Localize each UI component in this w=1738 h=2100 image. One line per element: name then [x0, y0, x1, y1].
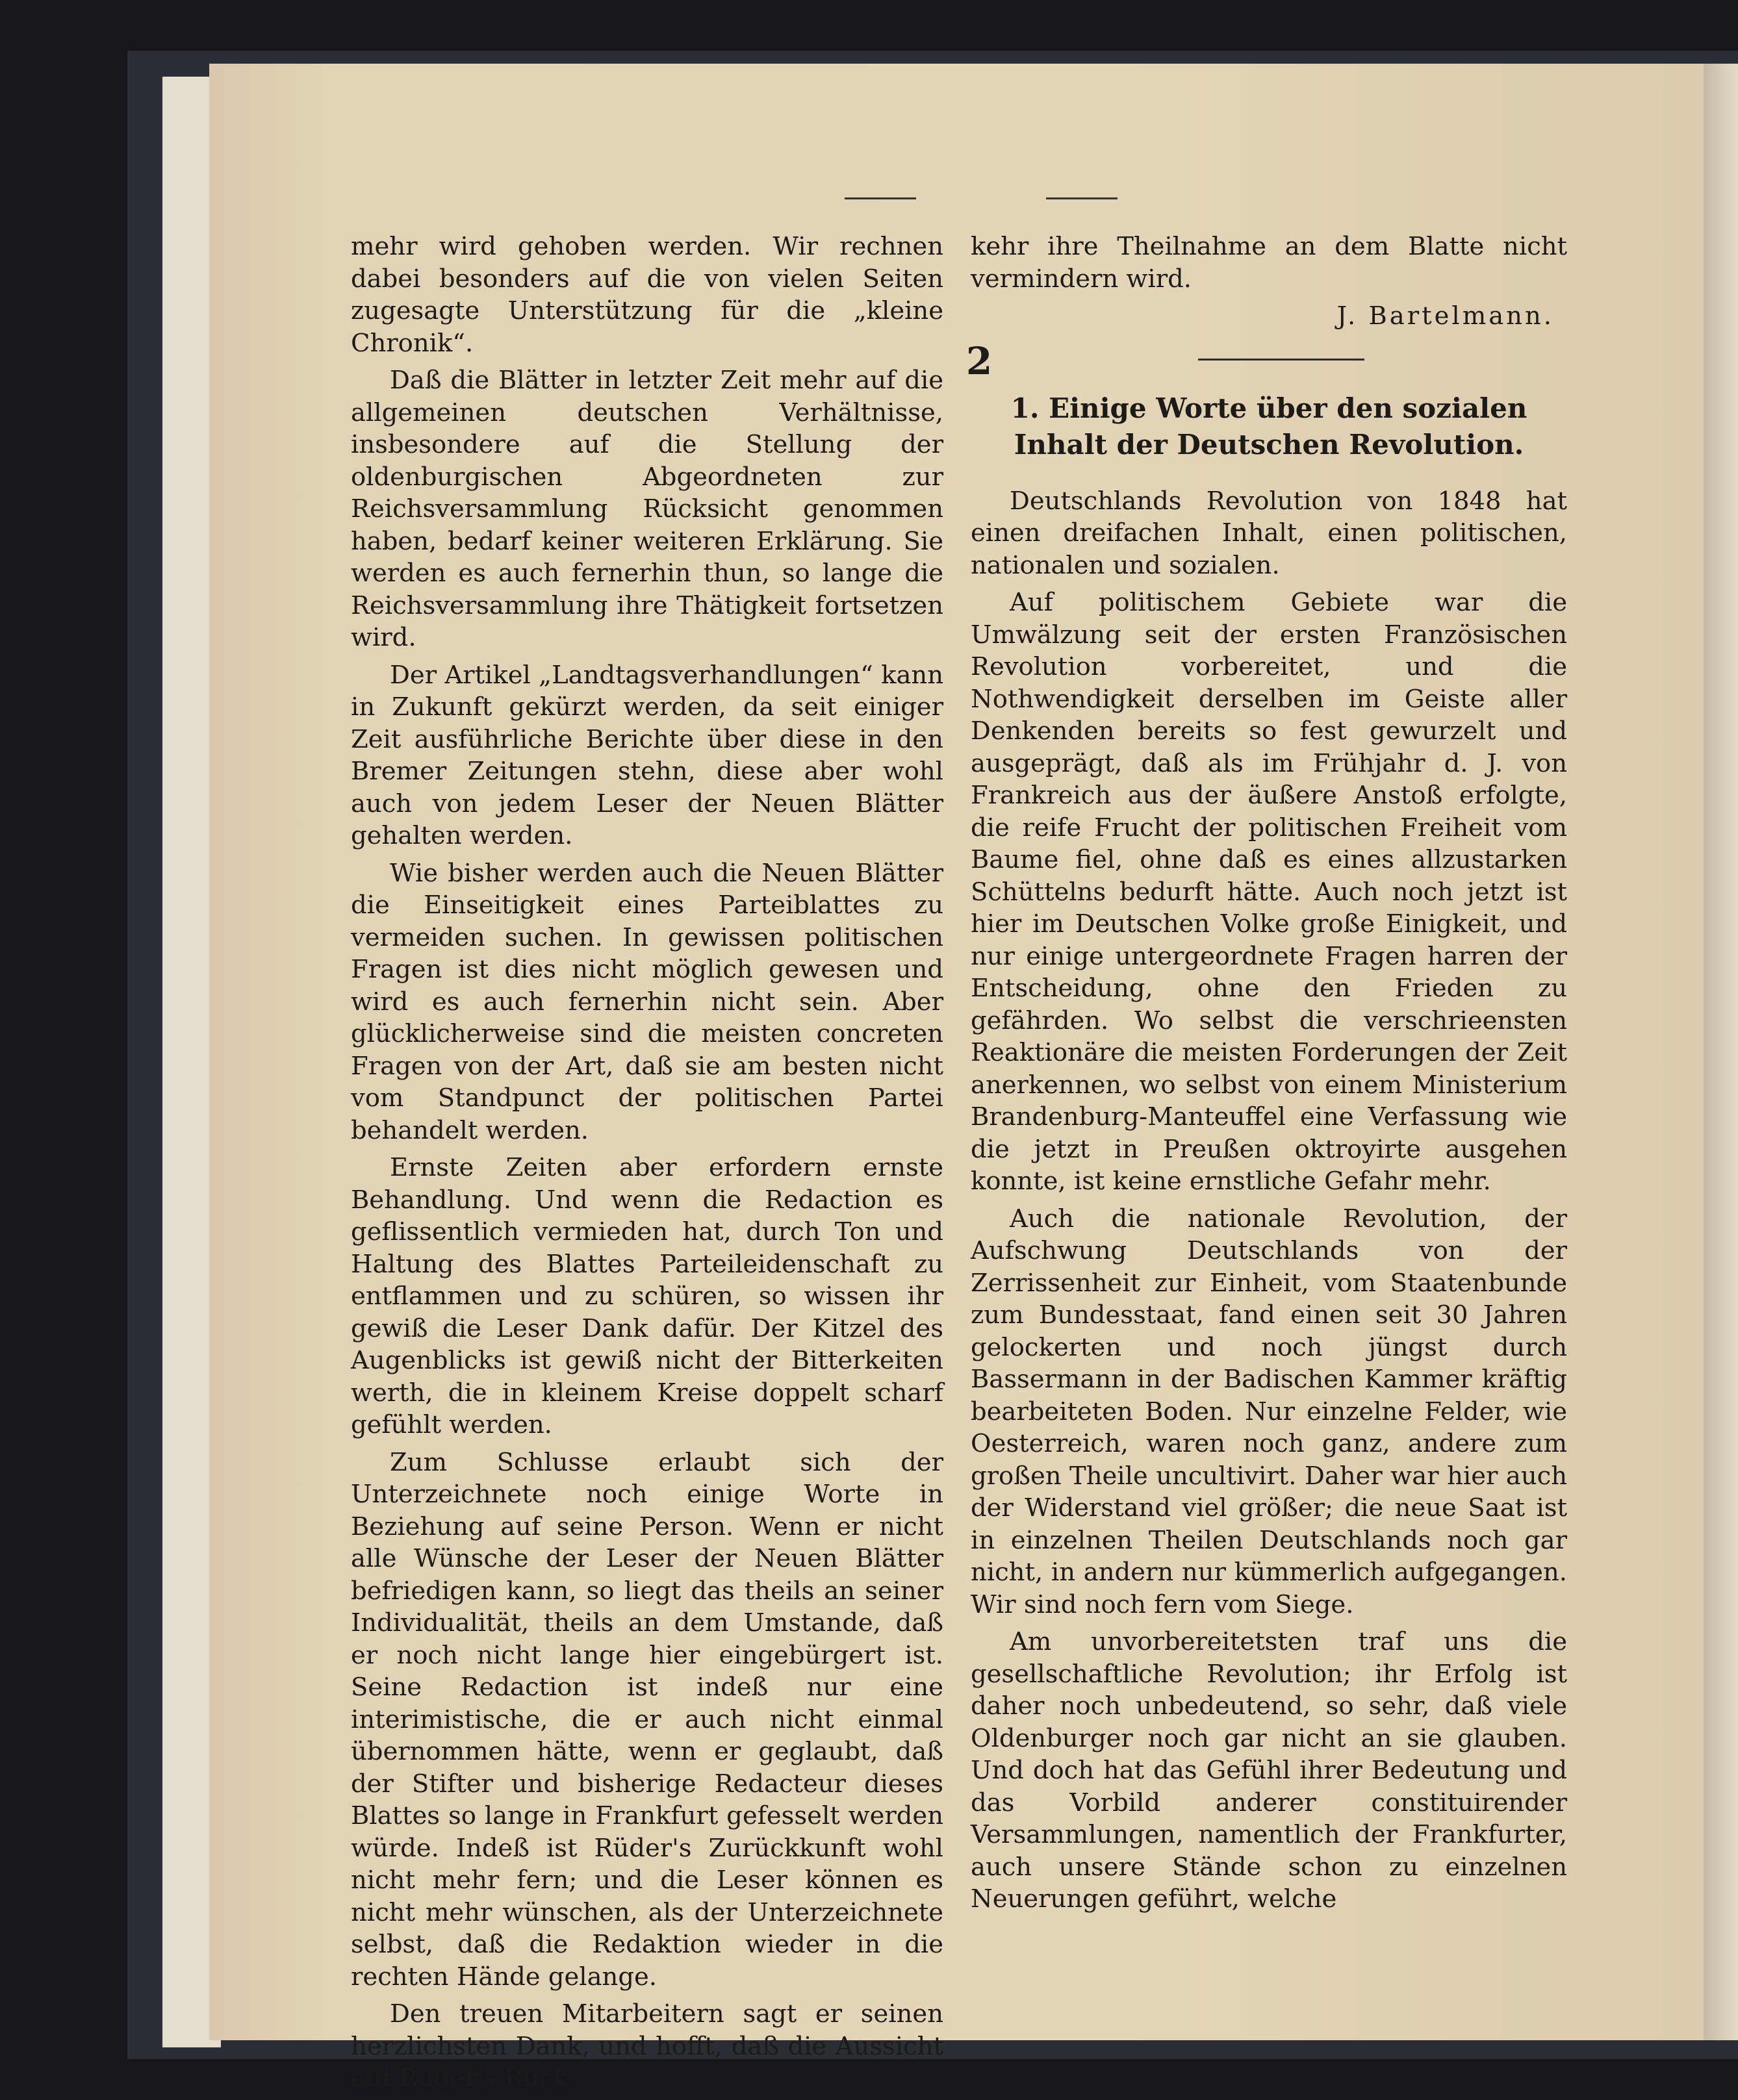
paragraph: Deutschlands Revolution von 1848 hat einen dreifachen Inhalt, einen politischen, nationalen und sozialen.	[971, 486, 1567, 580]
paragraph: Ernste Zeiten aber erfordern ernste Behandlung. Und wenn die Redaction es geflissentlich vermieden hat, durch Ton und Haltung des Blattes Parteileidenschaft zu entflammen und zu schüren, so wissen ihr gewiß die Leser Dank dafür. Der Kitzel des Augenblicks ist gewiß nicht der Bitterkeiten werth, die in kleinem Kreise doppelt scharf gefühlt werden.	[351, 1153, 943, 1439]
paragraph: mehr wird gehoben werden. Wir rechnen dabei besonders auf die von vielen Seiten zugesagte Unterstützung für die „kleine Chronik“.	[351, 232, 943, 358]
paragraph: Daß die Blätter in letzter Zeit mehr auf die allgemeinen deutschen Verhältnisse, insbesondere auf die Stellung der oldenburgischen Abgeordneten zur Reichsversammlung Rücksicht genommen haben, bedarf keiner weiteren Erklärung. Sie werden es auch fernerhin thun, so lange die Reichsversammlung ihre Thätigkeit fortsetzen wird.	[351, 366, 943, 652]
paragraph: Der Artikel „Landtagsverhandlungen“ kann in Zukunft gekürzt werden, da seit einiger Zeit ausführliche Berichte über diese in den Bremer Zeitungen stehn, diese aber wohl auch von jedem Leser der Neuen Blätter gehalten werden.	[351, 660, 943, 850]
paragraph: Zum Schlusse erlaubt sich der Unterzeichnete noch einige Worte in Beziehung auf seine Person. Wenn er nicht alle Wünsche der Leser der Neuen Blätter befriedigen kann, so liegt das theils an seiner Individualität, theils an dem Umstande, daß er noch nicht lange hier eingebürgert ist. Seine Redaction ist indeß nur eine interimistische, die er auch nicht einmal übernommen hätte, wenn er geglaubt, daß der Stifter und bisherige Redacteur dieses Blattes so lange in Frankfurt gefesselt werden würde. Indeß ist Rüder's Zurückkunft wohl nicht mehr fern; und die Leser können es nicht mehr wünschen, als der Unterzeichnete selbst, daß die Redaktion wieder in die rechten Hände gelange.	[351, 1447, 943, 1992]
paragraph: Auch die nationale Revolution, der Aufschwung Deutschlands von der Zerrissenheit zur Einheit, vom Staatenbunde zum Bundesstaat, fand einen seit 30 Jahren gelockerten und noch jüngst durch Bassermann in der Badischen Kammer kräftig bearbeiteten Boden. Nur einzelne Felder, wie Oesterreich, waren noch ganz, andere zum großen Theile uncultivirt. Daher war hier auch der Widerstand viel größer; die neue Saat ist in einzelnen Theilen Deutschlands noch gar nicht, in andern nur kümmerlich aufgegangen. Wir sind noch fern vom Siege.	[971, 1204, 1567, 1619]
paragraph: Am unvorbereitetsten traf uns die gesellschaftliche Revolution; ihr Erfolg ist daher noch unbedeutend, so sehr, daß viele Oldenburger noch gar nicht an sie glauben. Und doch hat das Gefühl ihrer Bedeutung und das Vorbild anderer constituirender Versammlungen, namentlich der Frankfurter, auch unsere Stände schon zu einzelnen Neuerungen geführt, welche	[971, 1627, 1567, 1914]
paragraph: Den treuen Mitarbeitern sagt er seinen herzlichsten Dank, und hofft, daß die Aussicht auf Rüder's Rück-	[351, 1999, 943, 2093]
article-title: 1. Einige Worte über den sozialen Inhalt der Deutschen Revolution.	[1010, 392, 1527, 461]
author-signature: J. Bartelmann.	[1336, 301, 1554, 331]
page-number: 2	[965, 339, 993, 383]
header-rule-left	[845, 197, 916, 199]
paragraph-continuation: kehr ihre Theilnahme an dem Blatte nicht vermindern wird.	[971, 232, 1567, 294]
paragraph: Wie bisher werden auch die Neuen Blätter die Einseitigkeit eines Parteiblattes zu vermeiden suchen. In gewissen politischen Fragen ist dies nicht möglich gewesen und wird es auch fernerhin nicht sein. Aber glücklicherweise sind die meisten concreten Fragen von der Art, daß sie am besten nicht vom Standpunct der politischen Partei behandelt werden.	[351, 858, 943, 1145]
header-rule-right	[1046, 197, 1118, 199]
right-column	[971, 231, 1567, 1921]
left-column	[351, 231, 943, 2100]
section-separator	[1198, 359, 1364, 361]
paragraph: Auf politischem Gebiete war die Umwälzung seit der ersten Französischen Revolution vorbereitet, und die Nothwendigkeit derselben im Geiste aller Denkenden bereits so fest gewurzelt und ausgeprägt, daß als im Frühjahr d. J. von Frankreich aus der äußere Anstoß erfolgte, die reife Frucht der politischen Freiheit vom Baume fiel, ohne daß es eines allzustarken Schüttelns bedurft hätte. Auch noch jetzt ist hier im Deutschen Volke große Einigkeit, und nur einige untergeordnete Fragen harren der Entscheidung, ohne den Frieden zu gefährden. Wo selbst die verschrieensten Reaktionäre die meisten Forderungen der Zeit anerkennen, wo selbst von einem Ministerium Brandenburg-Manteuffel eine Verfassung wie die jetzt in Preußen oktroyirte ausgehen konnte, ist keine ernstliche Gefahr mehr.	[971, 588, 1567, 1196]
